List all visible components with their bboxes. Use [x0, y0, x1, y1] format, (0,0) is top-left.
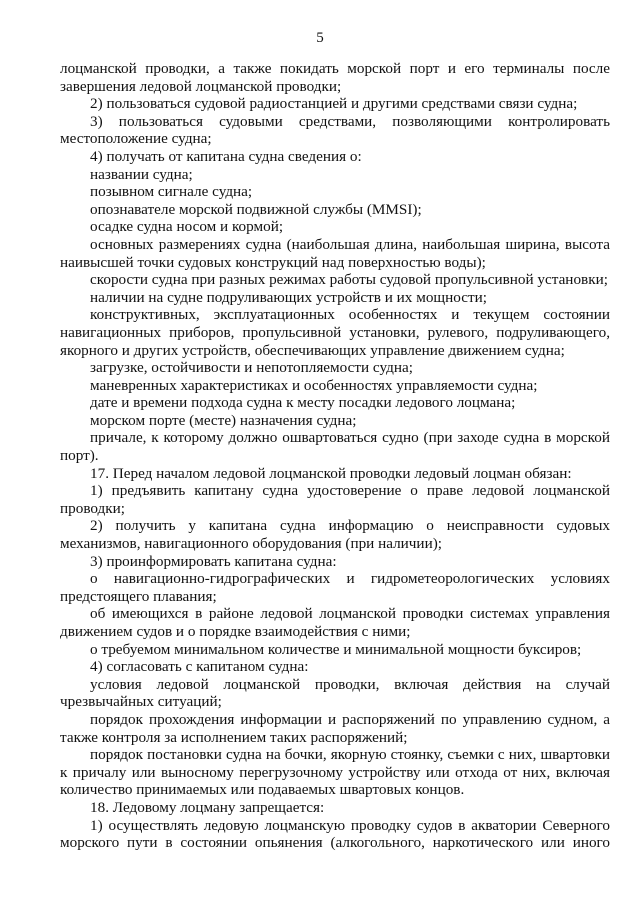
- paragraph: причале, к которому должно ошвартоваться судно (при заходе судна в морской порт).: [60, 429, 610, 465]
- document-body: [60, 60, 610, 852]
- paragraph: дате и времени подхода судна к месту посадки ледового лоцмана;: [90, 394, 516, 412]
- paragraph: 4) получать от капитана судна сведения о:: [90, 147, 362, 165]
- paragraph: конструктивных, эксплуатационных особенностях и текущем состоянии навигационных приборов, пропульсивной установки, рулевого, подруливающего, якорного и других устройств, обеспечивающих управление движением судна;: [60, 306, 610, 359]
- paragraph: 17. Перед началом ледовой лоцманской проводки ледовый лоцман обязан:: [90, 464, 572, 482]
- paragraph: порядок постановки судна на бочки, якорную стоянку, съемки с них, швартовки к причалу или выносному перегрузочному устройству или отхода от них, включая количество принимаемых или подаваемых швартовых концов.: [60, 746, 610, 799]
- page-number: 5: [316, 30, 324, 46]
- paragraph: загрузке, остойчивости и непотопляемости судна;: [90, 359, 413, 377]
- paragraph: 3) пользоваться судовыми средствами, позволяющими контролировать местоположение судна;: [60, 112, 610, 148]
- paragraph: 4) согласовать с капитаном судна:: [90, 658, 309, 676]
- paragraph: об имеющихся в районе ледовой лоцманской проводки системах управления движением судов и о порядке взаимодействия с ними;: [60, 605, 610, 640]
- paragraph: 2) пользоваться судовой радиостанцией и другими средствами связи судна;: [90, 95, 578, 113]
- paragraph: осадке судна носом и кормой;: [90, 218, 284, 236]
- paragraph: 2) получить у капитана судна информацию о неисправности судовых механизмов, навигационного оборудования (при наличии);: [60, 517, 610, 553]
- paragraph: 18. Ледовому лоцману запрещается:: [90, 798, 325, 816]
- paragraph: наличии на судне подруливающих устройств и их мощности;: [90, 288, 487, 306]
- paragraph: условия ледовой лоцманской проводки, включая действия на случай чрезвычайных ситуаций;: [60, 675, 610, 711]
- paragraph: морском порте (месте) назначения судна;: [90, 411, 357, 429]
- paragraph: о требуемом минимальном количестве и минимальной мощности буксиров;: [90, 640, 582, 658]
- paragraph: порядок прохождения информации и распоряжений по управлению судном, а также контроля за исполнением таких распоряжений;: [60, 710, 610, 746]
- paragraph: основных размерениях судна (наибольшая длина, наибольшая ширина, высота наивысшей точки судовых конструкций над поверхностью воды);: [60, 235, 610, 271]
- paragraph: 1) предъявить капитану судна удостоверение о праве ледовой лоцманской проводки;: [60, 482, 610, 517]
- paragraph: маневренных характеристиках и особенностях управляемости судна;: [90, 376, 538, 394]
- paragraph: 1) осуществлять ледовую лоцманскую проводку судов в акватории Северного морского пути в состоянии опьянения (алкогольного, наркотического или иного: [60, 816, 610, 852]
- paragraph: названии судна;: [90, 165, 193, 183]
- paragraph: опознавателе морской подвижной службы (MMSI);: [90, 200, 422, 218]
- paragraph: скорости судна при разных режимах работы судовой пропульсивной установки;: [90, 271, 608, 289]
- paragraph: лоцманской проводки, а также покидать морской порт и его терминалы после завершения ледовой лоцманской проводки;: [60, 60, 610, 95]
- paragraph: 3) проинформировать капитана судна:: [90, 552, 337, 570]
- paragraph: позывном сигнале судна;: [90, 183, 253, 201]
- paragraph: о навигационно-гидрографических и гидрометеорологических условиях предстоящего плавания;: [60, 570, 610, 605]
